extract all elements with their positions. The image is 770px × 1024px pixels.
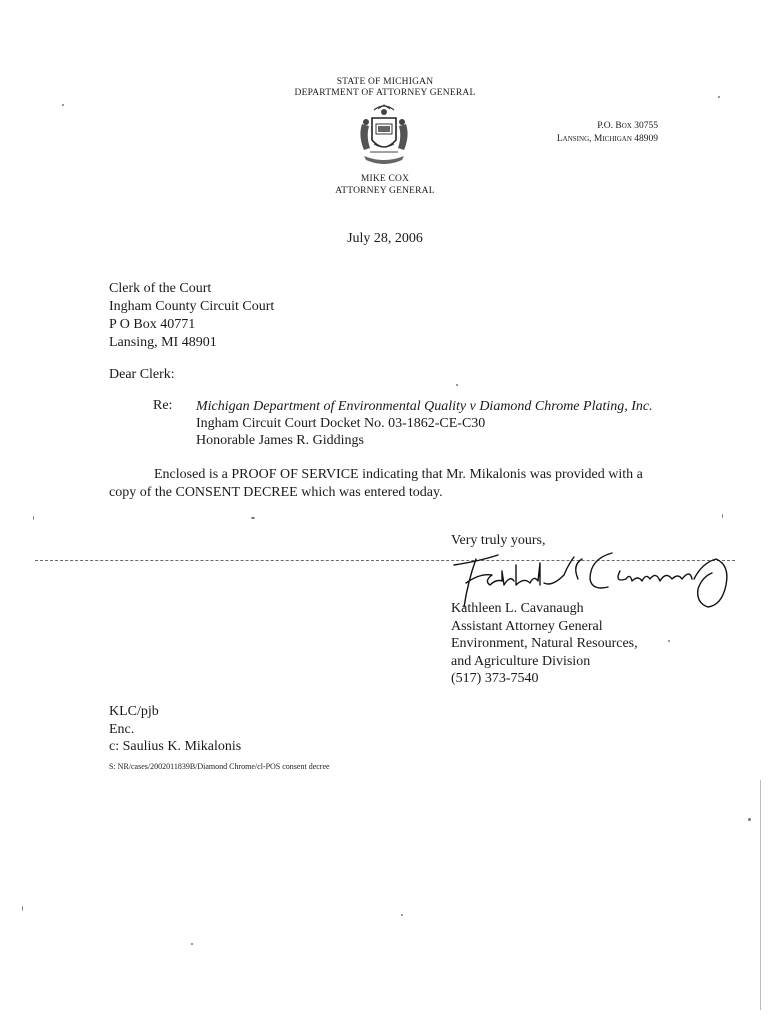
- signer-name: Kathleen L. Cavanaugh: [451, 601, 584, 616]
- re-block: [196, 398, 653, 449]
- recipient-line: P O Box 40771: [109, 317, 196, 332]
- scan-speck: [748, 818, 751, 821]
- official-title: ATTORNEY GENERAL: [335, 186, 435, 196]
- signer-title: Assistant Attorney General: [451, 618, 603, 634]
- file-path: S: NR/cases/2002011839B/Diamond Chrome/cl-POS consent decree: [109, 762, 330, 771]
- enclosure: Enc.: [109, 721, 135, 737]
- letterhead-state: STATE OF MICHIGAN: [336, 77, 434, 87]
- scan-speck: [62, 104, 64, 106]
- recipient-line: Clerk of the Court: [109, 281, 212, 296]
- scan-speck: [668, 640, 670, 642]
- body-paragraph: [109, 466, 669, 502]
- initials: KLC/pjb: [109, 704, 159, 719]
- recipient-address: [109, 280, 274, 352]
- copy-to: c: Saulius K. Mikalonis: [109, 739, 242, 754]
- recipient-line: Lansing, MI 48901: [109, 335, 217, 350]
- cc-block: [109, 703, 241, 756]
- scan-speck: [22, 906, 23, 911]
- scan-speck: [722, 514, 723, 518]
- letterhead-department: DEPARTMENT OF ATTORNEY GENERAL: [294, 88, 476, 98]
- scan-speck: [456, 384, 458, 386]
- signer-division: Environment, Natural Resources,: [451, 636, 638, 651]
- salutation: Dear Clerk:: [109, 367, 175, 382]
- scan-speck: [251, 517, 255, 519]
- signature-block: [451, 600, 638, 688]
- re-case-title: Michigan Department of Environmental Quality v Diamond Chrome Plating, Inc.: [196, 399, 653, 414]
- body-text: Enclosed is a PROOF OF SERVICE indicating that Mr. Mikalonis was provided with a copy of the CONSENT DECREE which was entered today.: [109, 467, 643, 500]
- po-box-block: [540, 120, 658, 146]
- letter-date: July 28, 2006: [347, 231, 423, 246]
- re-judge: Honorable James R. Giddings: [196, 433, 364, 448]
- signer-division: and Agriculture Division: [451, 653, 591, 669]
- scan-speck: [33, 516, 34, 520]
- re-docket: Ingham Circuit Court Docket No. 03-1862-CE-C30: [196, 416, 486, 431]
- official-name: MIKE COX: [360, 174, 410, 184]
- scan-edge-line: [760, 780, 761, 1010]
- scan-speck: [401, 914, 403, 916]
- recipient-line: Ingham County Circuit Court: [109, 299, 275, 314]
- scan-speck: [191, 943, 193, 945]
- signer-phone: (517) 373-7540: [451, 671, 539, 686]
- scan-speck: [718, 96, 720, 98]
- po-city: Lansing, Michigan 48909: [556, 134, 658, 144]
- re-label: Re:: [153, 398, 173, 413]
- closing: Very truly yours,: [451, 533, 546, 548]
- po-box: P.O. Box 30755: [597, 121, 658, 131]
- michigan-seal-icon: [352, 100, 416, 168]
